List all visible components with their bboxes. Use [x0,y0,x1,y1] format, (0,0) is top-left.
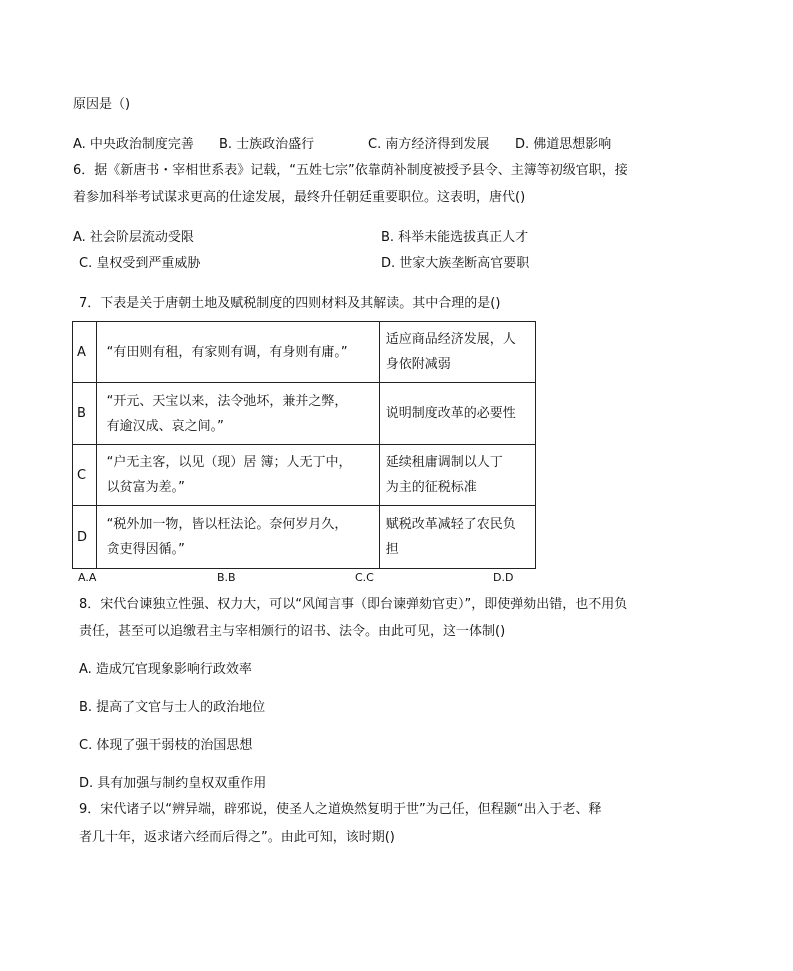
interpretation-line: 说明制度改革的必要性 [385,406,516,421]
interpretation-line: 担 [385,542,399,557]
material-cell [96,383,379,445]
q6-option-d: D. 世家大族垄断高官要职 [381,256,530,271]
material-line: “户无主客，以见（现）居 簿；人无丁中， [106,455,352,470]
interpretation-line: 为主的征税标准 [385,480,477,495]
q7-stem: 7．下表是关于唐朝土地及赋税制度的四则材料及其解读。其中合理的是() [79,296,501,311]
q6-option-a: A. 社会阶层流动受限 [73,230,194,245]
interpretation-line: 延续租庸调制以人丁 [385,455,503,470]
q6-option-b: B. 科举未能选拔真正人才 [381,230,529,245]
q9-stem-line1: 9．宋代诸子以“辨异端，辟邪说，使圣人之道焕然复明于世”为己任，但程颢“出入于老、释 [79,802,602,817]
q7-material-table [72,321,536,569]
q8-option-a: A. 造成冗官现象影响行政效率 [79,662,252,677]
material-line: “开元、天宝以来，法令弛坏，兼并之弊， [106,393,348,409]
material-line: 以贫富为差。” [106,480,185,495]
interpretation-cell [379,322,535,383]
interpretation-line: 赋税改革减轻了农民负 [385,517,516,532]
q6-option-c: C. 皇权受到严重威胁 [79,256,201,271]
material-cell [96,322,379,383]
q7-option-a: A.A [78,571,97,584]
material-cell [96,445,379,506]
q5-option-c: C. 南方经济得到发展 [368,137,490,152]
q5-stem-tail: 原因是（) [73,97,131,112]
row-label: B [73,383,97,445]
q7-option-b: B.B [217,571,236,584]
q8-option-b: B. 提高了文官与士人的政治地位 [79,700,266,715]
material-line: 有逾汉成、哀之间。” [106,418,224,434]
q5-option-a: A. 中央政治制度完善 [73,137,194,152]
q6-stem-line1: 6．据《新唐书・宰相世系表》记载，“五姓七宗”依靠荫补制度被授予县令、主簿等初级官职，接 [73,163,628,178]
material-line: “税外加一物，皆以枉法论。奈何岁月久， [106,517,348,532]
interpretation-cell [379,506,535,569]
interpretation-cell [379,445,535,506]
table-row [73,322,536,383]
material-line: 贪吏得因循。” [106,542,185,557]
q7-option-d: D.D [493,571,514,584]
row-label: C [73,445,97,506]
q8-option-d: D. 具有加强与制约皇权双重作用 [79,776,267,791]
q8-stem-line2: 责任，甚至可以追缴君主与宰相颁行的诏书、法令。由此可见，这一体制() [79,624,506,639]
q8-stem-line1: 8．宋代台谏独立性强、权力大，可以“风闻言事（即台谏弹劾官吏）”，即使弹劾出错，也不用负 [79,597,628,612]
row-label: A [73,322,97,383]
interpretation-line: 适应商品经济发展，人 [385,332,516,347]
interpretation-cell [379,383,535,445]
material-line: “有田则有租，有家则有调，有身则有庸。” [106,344,348,360]
table-row [73,506,536,569]
table-row [73,445,536,506]
q7-option-c: C.C [355,571,374,584]
row-label: D [73,506,97,569]
q5-option-b: B. 士族政治盛行 [219,137,315,152]
table-row [73,383,536,445]
q9-stem-line2: 者几十年，返求诸六经而后得之”。由此可知，该时期() [79,830,395,845]
q6-stem-line2: 着参加科举考试谋求更高的仕途发展，最终升任朝廷重要职位。这表明，唐代() [73,190,526,205]
q8-option-c: C. 体现了强干弱枝的治国思想 [79,738,253,753]
material-cell [96,506,379,569]
interpretation-line: 身依附减弱 [385,357,451,372]
q5-option-d: D. 佛道思想影响 [515,137,612,152]
